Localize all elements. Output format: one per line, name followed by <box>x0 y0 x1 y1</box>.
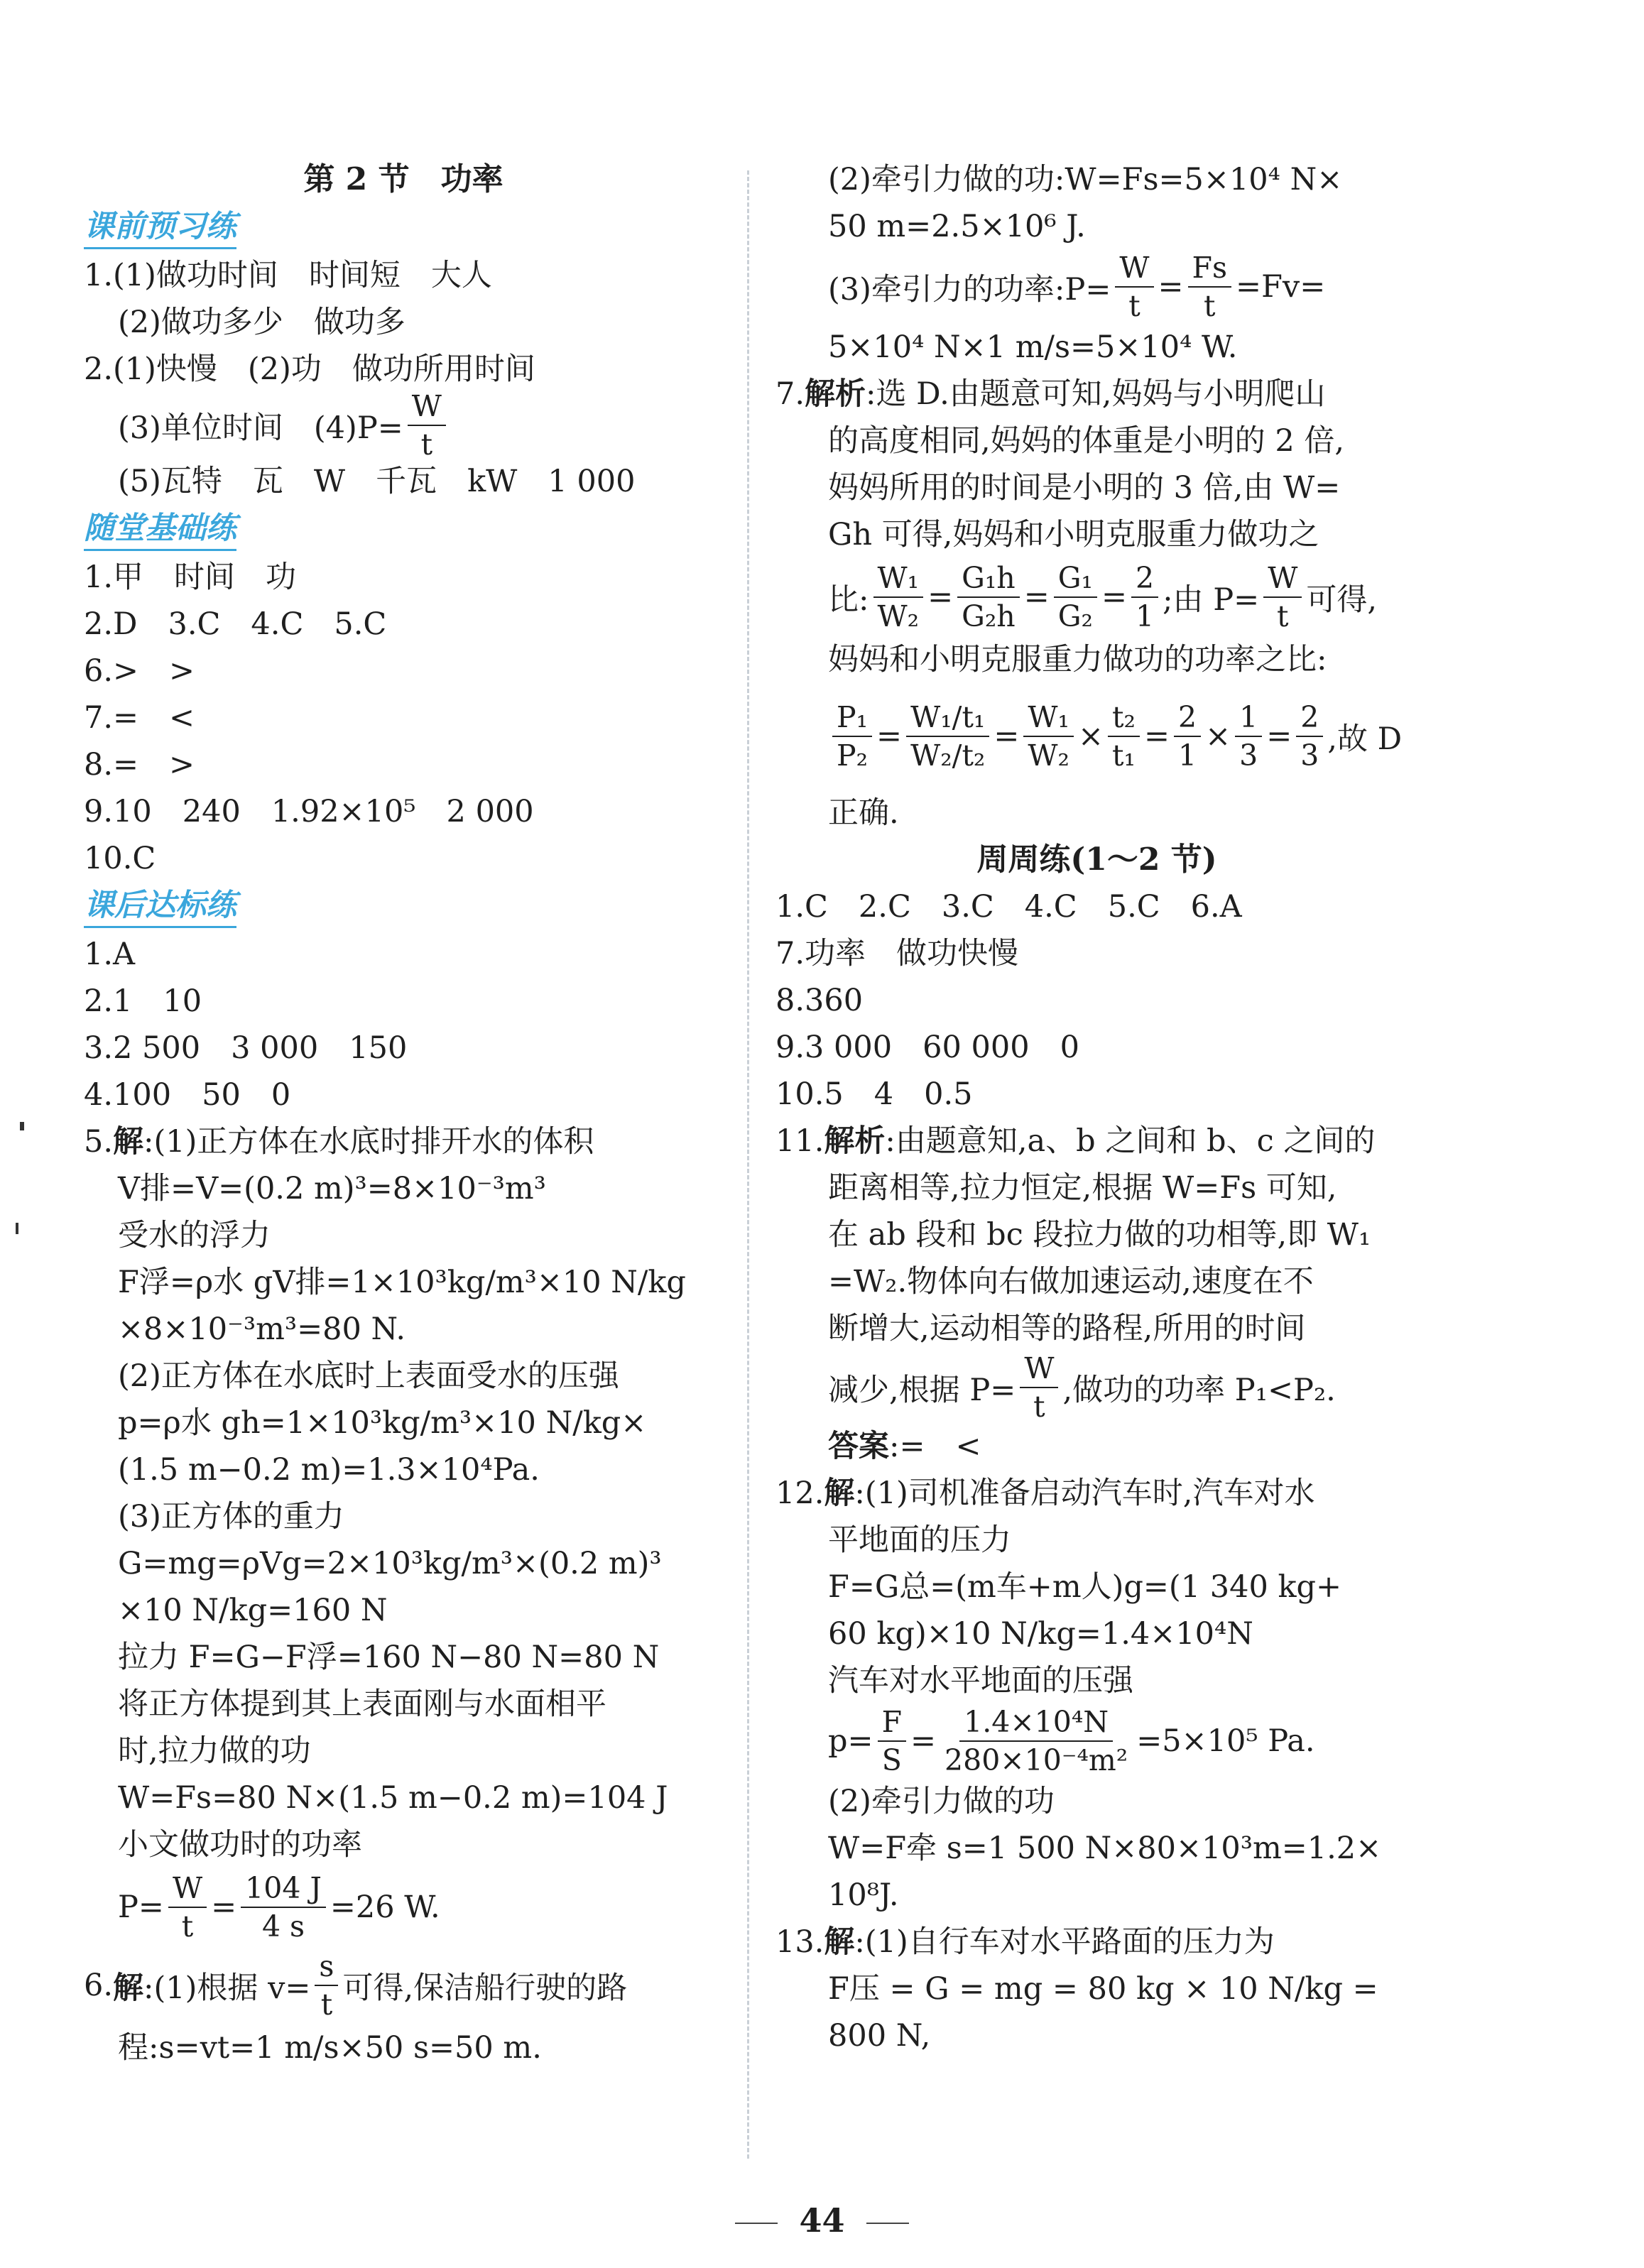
answer-line: 5×10⁴ N×1 m/s=5×10⁴ W. <box>828 329 1238 365</box>
denominator: t <box>420 427 433 462</box>
answer-line: (2)牵引力做的功:W=Fs=5×10⁴ N× <box>828 162 1343 197</box>
page-number-footer <box>0 2201 1644 2240</box>
formula-text: ,做功的功率 P₁<P₂. <box>1062 1372 1336 1408</box>
denominator: 3 <box>1239 738 1258 773</box>
answer-line-formula <box>775 250 1418 324</box>
numerator: G₁h <box>957 560 1020 598</box>
answer-line: 60 kg)×10 N/kg=1.4×10⁴N <box>828 1616 1253 1652</box>
answer-line: 将正方体提到其上表面刚与水面相平 <box>118 1686 606 1722</box>
solution-label: 解 <box>824 1924 855 1960</box>
item-number: 13. <box>775 1924 824 1960</box>
item-number: 12. <box>775 1476 824 1511</box>
answer-line: 3.2 500 3 000 150 <box>84 1030 408 1066</box>
answer-line: 1.C 2.C 3.C 4.C 5.C 6.A <box>775 889 1242 925</box>
answer-line: 8.360 <box>775 983 864 1018</box>
item-text: := < <box>889 1429 981 1464</box>
answer-line-formula <box>775 683 1418 790</box>
item-text: :选 D.由题意可知,妈妈与小明爬山 <box>866 376 1326 412</box>
section-title: 第 2 节 功率 <box>303 161 503 197</box>
answer-line: 汽车对水平地面的压强 <box>828 1663 1133 1699</box>
answer-line: 拉力 F=G−F浮=160 N−80 N=80 N <box>118 1640 660 1675</box>
answer-line: 10.C <box>84 841 156 876</box>
denominator: 1 <box>1135 599 1155 633</box>
section-heading-basic: 随堂基础练 <box>84 508 236 551</box>
formula-text: (3)牵引力的功率:P= <box>828 271 1111 307</box>
answer-line: (2)牵引力做的功 <box>828 1784 1055 1819</box>
item-number: 6. <box>84 1968 114 2003</box>
denominator: S <box>881 1743 902 1777</box>
numerator: W <box>1020 1350 1058 1388</box>
solution-label: 解 <box>113 1970 144 2006</box>
answer-line: =W₂.物体向右做加速运动,速度在不 <box>828 1264 1314 1299</box>
formula-text: 可得,保洁船行驶的路 <box>342 1970 628 2006</box>
numerator: W <box>1115 249 1153 288</box>
formula-text: ;由 P= <box>1163 582 1260 618</box>
denominator: 1 <box>1177 738 1197 773</box>
answer-line: V排=V=(0.2 m)³=8×10⁻³m³ <box>118 1171 546 1206</box>
fraction <box>241 1870 326 1945</box>
answer-line <box>775 1470 1418 1517</box>
formula-text: × <box>1077 719 1104 754</box>
numerator: W <box>1263 560 1302 598</box>
fraction <box>1235 699 1262 774</box>
answer-line: 距离相等,拉力恒定,根据 W=Fs 可知, <box>828 1170 1337 1206</box>
denominator: W₂ <box>877 599 920 633</box>
fraction <box>1263 560 1302 635</box>
numerator: W₁ <box>1023 699 1074 737</box>
item-text: :由题意知,a、b 之间和 b、c 之间的 <box>885 1123 1376 1159</box>
fraction <box>1131 560 1158 635</box>
fraction <box>1188 249 1232 325</box>
formula-text: × <box>1205 719 1231 754</box>
numerator: t₂ <box>1108 699 1140 737</box>
page-number: 44 <box>799 2201 845 2240</box>
answer-line <box>84 1118 723 1165</box>
formula-text: ,故 D <box>1327 721 1403 757</box>
item-number: 11. <box>775 1123 824 1159</box>
answer-line: 受水的浮力 <box>118 1218 271 1253</box>
numerator: W₁/t₁ <box>906 699 989 737</box>
denominator: W₂/t₂ <box>910 738 986 773</box>
analysis-label: 解析 <box>824 1123 886 1159</box>
fraction <box>878 1703 906 1779</box>
numerator: 2 <box>1296 699 1323 737</box>
formula-text: = <box>1266 719 1292 754</box>
formula-text: 比: <box>828 582 869 618</box>
answer-line: 800 N, <box>828 2018 931 2054</box>
answer-line: 妈妈和小明克服重力做功的功率之比: <box>828 642 1327 677</box>
margin-dot <box>20 1122 24 1130</box>
numerator: F <box>878 1703 906 1742</box>
fraction <box>168 1870 207 1945</box>
answer-line: ×10 N/kg=160 N <box>118 1593 388 1628</box>
formula-text: = <box>211 1890 237 1925</box>
fraction <box>408 388 446 463</box>
left-column <box>84 156 723 2071</box>
numerator: s <box>315 1948 338 1986</box>
answer-line: 正确. <box>828 795 899 831</box>
numerator: 2 <box>1174 699 1201 737</box>
answer-line: 的高度相同,妈妈的体重是小明的 2 倍, <box>828 423 1345 459</box>
answer-line: (1.5 m−0.2 m)=1.3×10⁴Pa. <box>118 1452 540 1488</box>
answer-line-formula <box>775 1352 1418 1423</box>
answer-line: F浮=ρ水 gV排=1×10³kg/m³×10 N/kg <box>118 1265 686 1300</box>
answer-line: (2)正方体在水底时上表面受水的压强 <box>118 1358 619 1394</box>
denominator: 280×10⁻⁴m² <box>945 1743 1128 1777</box>
weekly-practice-title: 周周练(1～2 节) <box>976 841 1217 878</box>
fraction <box>1054 560 1097 635</box>
answer-line: G=mg=ρVg=2×10³kg/m³×(0.2 m)³ <box>118 1546 662 1581</box>
denominator: t <box>1204 289 1216 323</box>
answer-line: 50 m=2.5×10⁶ J. <box>828 209 1086 244</box>
answer-line: p=ρ水 gh=1×10³kg/m³×10 N/kg× <box>118 1405 647 1441</box>
answer-line <box>775 1118 1418 1165</box>
footer-dash-left <box>735 2223 778 2224</box>
numerator: P₁ <box>832 699 872 737</box>
answer-line: F压 = G = mg = 80 kg × 10 N/kg = <box>828 1971 1378 2007</box>
formula-text: = <box>994 719 1020 754</box>
answer-line: (3)正方体的重力 <box>118 1499 344 1534</box>
answer-line: 7.功率 做功快慢 <box>775 936 1019 971</box>
fraction <box>832 699 872 774</box>
answer-line: F=G总=(m车+m人)g=(1 340 kg+ <box>828 1569 1342 1605</box>
denominator: t <box>320 1988 333 2022</box>
answer-line: 断增大,运动相等的路程,所用的时间 <box>828 1311 1306 1346</box>
formula-text: (3)单位时间 (4)P= <box>118 410 403 446</box>
fraction <box>1296 699 1323 774</box>
denominator: G₂ <box>1057 599 1093 633</box>
answer-line: 4.100 50 0 <box>84 1077 291 1113</box>
item-number: 7. <box>775 376 805 412</box>
answer-line: 2.1 10 <box>84 983 202 1019</box>
numerator: 2 <box>1131 560 1158 598</box>
fraction <box>1023 699 1074 774</box>
formula-text: =26 W. <box>330 1890 440 1925</box>
formula-text: =5×10⁵ Pa. <box>1136 1723 1315 1759</box>
formula-text: P= <box>118 1890 164 1925</box>
answer-line: 时,拉力做的功 <box>118 1733 311 1769</box>
denominator: P₂ <box>837 738 869 773</box>
fraction <box>957 560 1020 635</box>
answer-line-formula <box>84 389 723 462</box>
formula-text: = <box>910 1723 937 1759</box>
item-text: :(1)司机准备启动汽车时,汽车对水 <box>854 1476 1315 1511</box>
numerator: 1 <box>1235 699 1262 737</box>
fraction <box>873 560 924 635</box>
answer-line: 10⁸J. <box>828 1877 899 1913</box>
formula-text: 可得, <box>1306 582 1378 618</box>
answer-line: (5)瓦特 瓦 W 千瓦 kW 1 000 <box>118 464 636 499</box>
answer-line-formula <box>775 558 1418 636</box>
denominator: t <box>1277 599 1289 633</box>
answer-line-formula <box>84 1868 723 1946</box>
solution-label: 解 <box>113 1124 144 1160</box>
section-heading-after-class: 课后达标练 <box>84 885 236 928</box>
answer-line: 9.10 240 1.92×10⁵ 2 000 <box>84 794 534 829</box>
answer-line: 6.> > <box>84 653 195 689</box>
answer-line: 小文做功时的功率 <box>118 1827 362 1863</box>
answer-line: 8.= > <box>84 747 195 783</box>
answer-line: 1.(1)做功时间 时间短 大人 <box>84 258 492 293</box>
fraction <box>315 1948 338 2023</box>
fraction <box>940 1703 1132 1779</box>
denominator: t <box>1128 289 1141 323</box>
formula-text: = <box>1023 579 1050 615</box>
answer-line: 1.甲 时间 功 <box>84 560 297 595</box>
denominator: W₂ <box>1028 738 1069 773</box>
answer-line <box>775 1423 1418 1470</box>
formula-text: = <box>927 579 954 615</box>
denominator: t <box>181 1909 194 1943</box>
numerator: 1.4×10⁴N <box>959 1703 1113 1742</box>
fraction <box>1174 699 1201 774</box>
fraction <box>1020 1350 1058 1425</box>
answer-line: 在 ab 段和 bc 段拉力做的功相等,即 W₁ <box>828 1217 1371 1253</box>
fraction <box>1108 699 1140 774</box>
formula-text: :(1)根据 v= <box>143 1970 311 2006</box>
denominator: G₂h <box>962 599 1016 633</box>
answer-label: 答案 <box>828 1429 889 1464</box>
denominator: 3 <box>1300 738 1319 773</box>
item-number: 5. <box>84 1124 114 1160</box>
answer-line: 1.A <box>84 937 136 972</box>
answer-line-formula <box>84 1946 723 2024</box>
answer-line: 妈妈所用的时间是小明的 3 倍,由 W= <box>828 470 1341 506</box>
analysis-label: 解析 <box>805 376 866 412</box>
numerator: 104 J <box>241 1870 326 1908</box>
answer-line: 2.D 3.C 4.C 5.C <box>84 606 387 642</box>
footer-dash-right <box>866 2223 909 2224</box>
item-text: :(1)正方体在水底时排开水的体积 <box>143 1124 594 1160</box>
fraction <box>906 699 989 774</box>
denominator: t <box>1033 1390 1045 1424</box>
numerator: W <box>168 1870 207 1908</box>
formula-text: 减少,根据 P= <box>828 1372 1016 1408</box>
column-divider <box>747 170 749 2159</box>
numerator: G₁ <box>1054 560 1097 598</box>
answer-line: W=F牵 s=1 500 N×80×10³m=1.2× <box>828 1831 1382 1866</box>
answer-line: Gh 可得,妈妈和小明克服重力做功之 <box>828 517 1319 552</box>
answer-line <box>775 371 1418 418</box>
answer-line: 平地面的压力 <box>828 1522 1011 1558</box>
answer-line <box>775 1919 1418 1966</box>
answer-line: 10.5 4 0.5 <box>775 1076 973 1112</box>
formula-text: p= <box>828 1723 873 1759</box>
right-column <box>775 156 1418 2059</box>
formula-text: = <box>876 719 903 754</box>
answer-line: W=Fs=80 N×(1.5 m−0.2 m)=104 J <box>118 1780 668 1816</box>
solution-label: 解 <box>824 1476 855 1511</box>
margin-tick <box>16 1223 18 1234</box>
denominator: t₁ <box>1112 738 1136 773</box>
formula-text: = <box>1158 269 1184 305</box>
numerator: W <box>408 388 446 426</box>
numerator: W₁ <box>873 560 924 598</box>
numerator: Fs <box>1188 249 1232 288</box>
formula-text: = <box>1101 579 1127 615</box>
answer-line: ×8×10⁻³m³=80 N. <box>118 1312 406 1347</box>
fraction <box>1115 249 1153 325</box>
answer-line: 7.= < <box>84 700 195 736</box>
answer-line: 程:s=vt=1 m/s×50 s=50 m. <box>118 2030 542 2066</box>
formula-text: =Fv= <box>1236 269 1326 305</box>
answer-line-formula <box>775 1704 1418 1778</box>
answer-line: 9.3 000 60 000 0 <box>775 1030 1079 1065</box>
answer-line: 2.(1)快慢 (2)功 做功所用时间 <box>84 351 535 387</box>
denominator: 4 s <box>261 1909 305 1943</box>
answer-line: (2)做功多少 做功多 <box>118 305 405 340</box>
section-heading-preview: 课前预习练 <box>84 206 236 249</box>
formula-text: = <box>1143 719 1170 754</box>
item-text: :(1)自行车对水平路面的压力为 <box>854 1924 1275 1960</box>
